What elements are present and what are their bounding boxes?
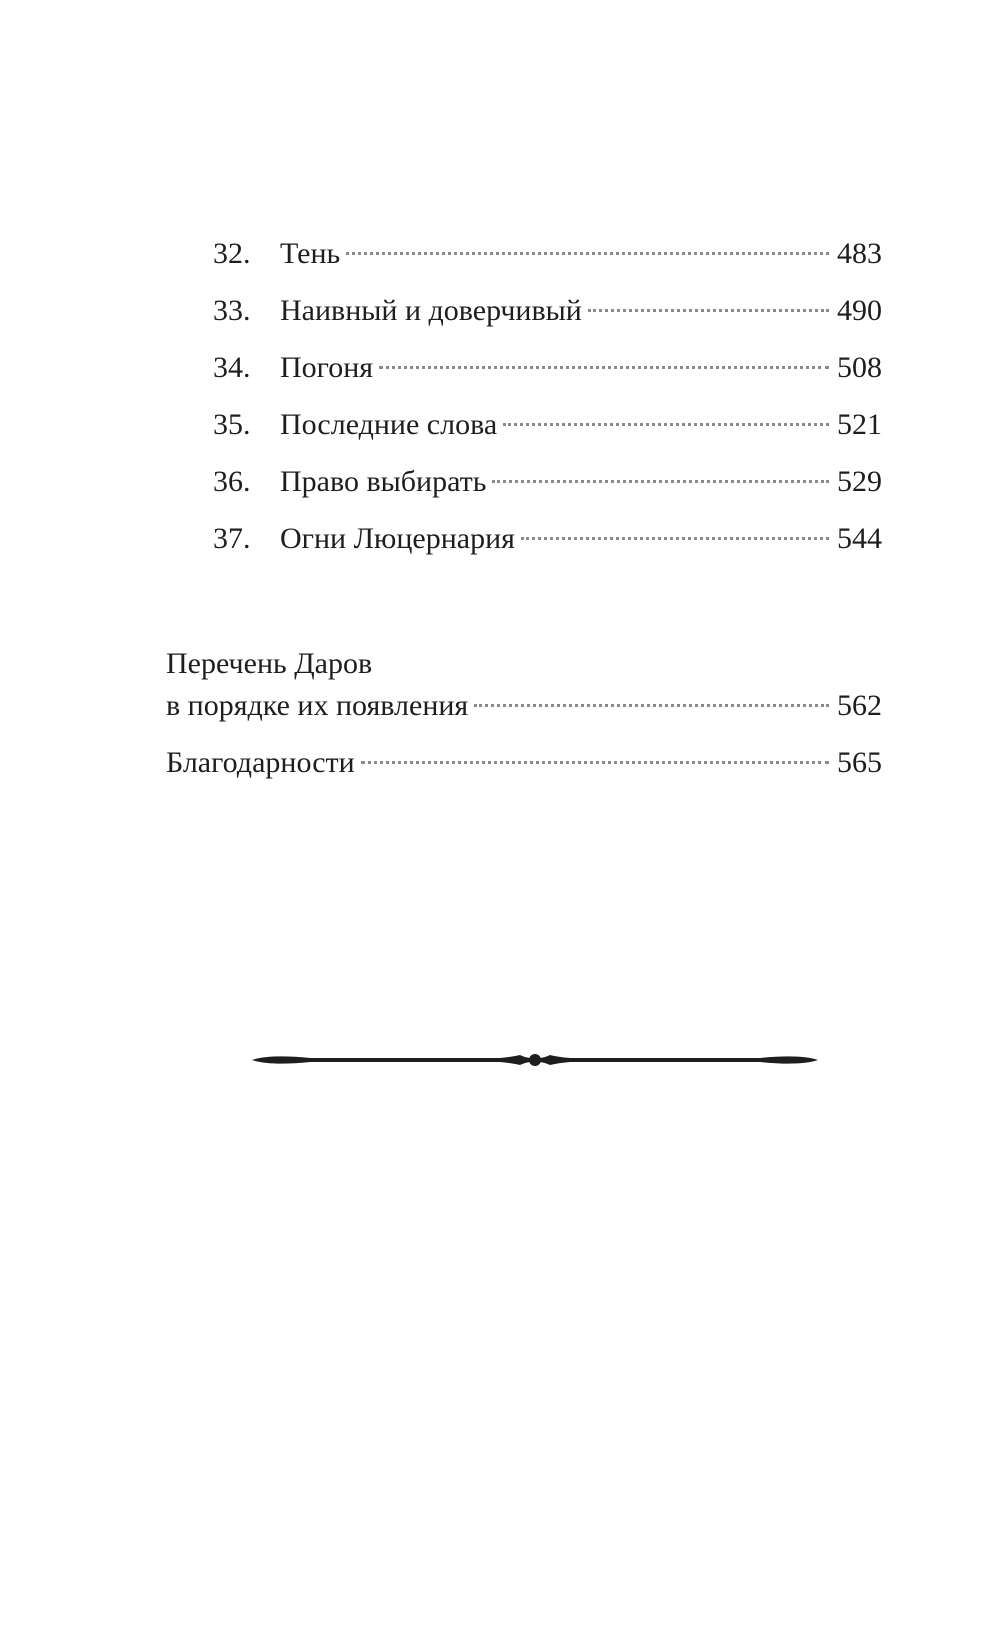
toc-entry[interactable] [0, 403, 1000, 460]
chapter-title: Погоня [280, 351, 374, 384]
chapter-number: 32. [213, 237, 251, 270]
page-number: 562 [837, 689, 882, 722]
toc-entry-back-matter[interactable] [0, 741, 1000, 798]
page-number: 544 [837, 522, 882, 555]
chapter-title: Право выбирать [280, 465, 487, 498]
dot-leader [346, 252, 829, 255]
chapter-number: 36. [213, 465, 251, 498]
page-number: 521 [837, 408, 882, 441]
page-number: 529 [837, 465, 882, 498]
dot-leader [521, 537, 829, 540]
chapter-title: Последние слова [280, 408, 498, 441]
chapter-number: 35. [213, 408, 251, 441]
chapter-title: Тень [280, 237, 341, 270]
dot-leader [474, 704, 829, 707]
chapter-number: 34. [213, 351, 251, 384]
back-matter-title-line2: в порядке их появления [166, 689, 469, 722]
chapter-number: 33. [213, 294, 251, 327]
page-number: 483 [837, 237, 882, 270]
chapter-title: Огни Люцернария [280, 522, 515, 555]
back-matter-title: Благодарности [166, 746, 355, 779]
toc-entry-back-matter[interactable] [0, 642, 1000, 741]
dot-leader [361, 761, 829, 764]
page-number: 565 [837, 746, 882, 779]
back-matter-title-line1: Перечень Даров [166, 647, 373, 680]
toc-entry[interactable] [0, 346, 1000, 403]
chapter-title: Наивный и доверчивый [280, 294, 582, 327]
toc-entry[interactable] [0, 460, 1000, 517]
dot-leader [379, 366, 829, 369]
dot-leader [492, 480, 829, 483]
table-of-contents [0, 232, 1000, 798]
decorative-divider-ornament [250, 1040, 820, 1080]
dot-leader [588, 309, 829, 312]
toc-entry[interactable] [0, 517, 1000, 574]
page-number: 490 [837, 294, 882, 327]
toc-entry[interactable] [0, 232, 1000, 289]
page-number: 508 [837, 351, 882, 384]
toc-entry[interactable] [0, 289, 1000, 346]
chapter-number: 37. [213, 522, 251, 555]
dot-leader [503, 423, 829, 426]
